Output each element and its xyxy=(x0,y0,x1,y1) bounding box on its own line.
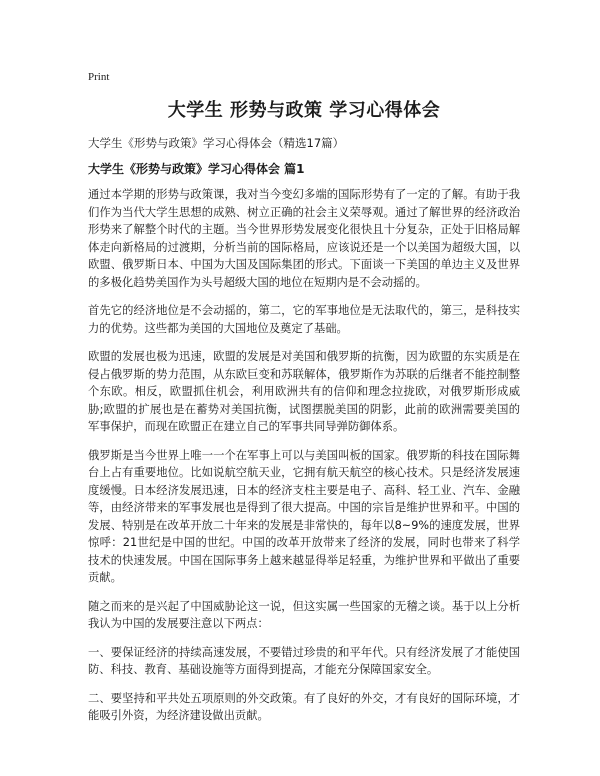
section-heading: 大学生《形势与政策》学习心得体会 篇1 xyxy=(88,162,305,176)
paragraph-6: 一、要保证经济的持续高速发展，不要错过珍贵的和平年代。只有经济发展了才能使国防、科技、教育、基础设施等方面得到提高，才能充分保障国家安全。 xyxy=(88,645,520,676)
paragraph-3: 欧盟的发展也极为迅速，欧盟的发展是对美国和俄罗斯的抗衡，因为欧盟的东实质是在侵占俄罗斯的势力范围，从东欧巨变和苏联解体，俄罗斯作为苏联的后继者不能控制整个东欧。相反，欧盟抓住机会，利用欧洲共有的信仰和理念拉拢欧，对俄罗斯形成威胁;欧盟的扩展也是在蓄势对美国抗衡，试图摆脱美国的阴影，此前的欧洲需要美国的军事保护，而现在欧盟正在建立自己的军事共同导弹防御体系。 xyxy=(88,350,520,433)
article-body xyxy=(88,186,520,736)
paragraph-7: 二、要坚持和平共处五项原则的外交政策。有了良好的外交，才有良好的国际环境，才能吸引外资，为经济建设做出贡献。 xyxy=(88,691,520,722)
paragraph-1: 通过本学期的形势与政策课，我对当今变幻多端的国际形势有了一定的了解。有助于我们作为当代大学生思想的成熟、树立正确的社会主义荣辱观。通过了解世界的经济政治形势来了解整个时代的主题。当今世界形势发展变化很快且十分复杂，正处于旧格局解体走向新格局的过渡期，分析当前的国际格局，应该说还是一个以美国为超级大国，以欧盟、俄罗斯日本、中国为大国及国际集团的形式。下面谈一下美国的单边主义及世界的多极化趋势美国作为头号超级大国的地位在短期内是不会动摇的。 xyxy=(88,188,520,289)
paragraph-2: 首先它的经济地位是不会动摇的，第二，它的军事地位是无法取代的，第三，是科技实力的优势。这些都为美国的大国地位及奠定了基础。 xyxy=(88,304,520,335)
paragraph-4: 俄罗斯是当今世界上唯一一个在军事上可以与美国叫板的国家。俄罗斯的科技在国际舞台上占有重要地位。比如说航空航天业，它拥有航天航空的核心技术。只是经济发展速度缓慢。日本经济发展迅速，日本的经济支柱主要是电子、高科、轻工业、汽车、金融等，由经济带来的军事发展也是得到了很大提高。中国的宗旨是维护世界和平。中国的发展、特别是在改革开放二十年来的发展是非常快的，每年以8~9%的速度发展，世界惊呼：21世纪是中国的世纪。中国的改革开放带来了经济的发展，同时也带来了科学技术的快速发展。中国在国际事务上越来越显得举足轻重，为维护世界和平做出了重要贡献。 xyxy=(88,448,520,584)
paragraph-5: 随之而来的是兴起了中国威胁论这一说，但这实属一些国家的无稽之谈。基于以上分析我认为中国的发展要注意以下两点： xyxy=(88,599,520,630)
print-link[interactable]: Print xyxy=(88,71,110,83)
page-title: 大学生 形势与政策 学习心得体会 xyxy=(167,100,441,121)
document-subtitle: 大学生《形势与政策》学习心得体会（精选17篇） xyxy=(88,136,345,150)
